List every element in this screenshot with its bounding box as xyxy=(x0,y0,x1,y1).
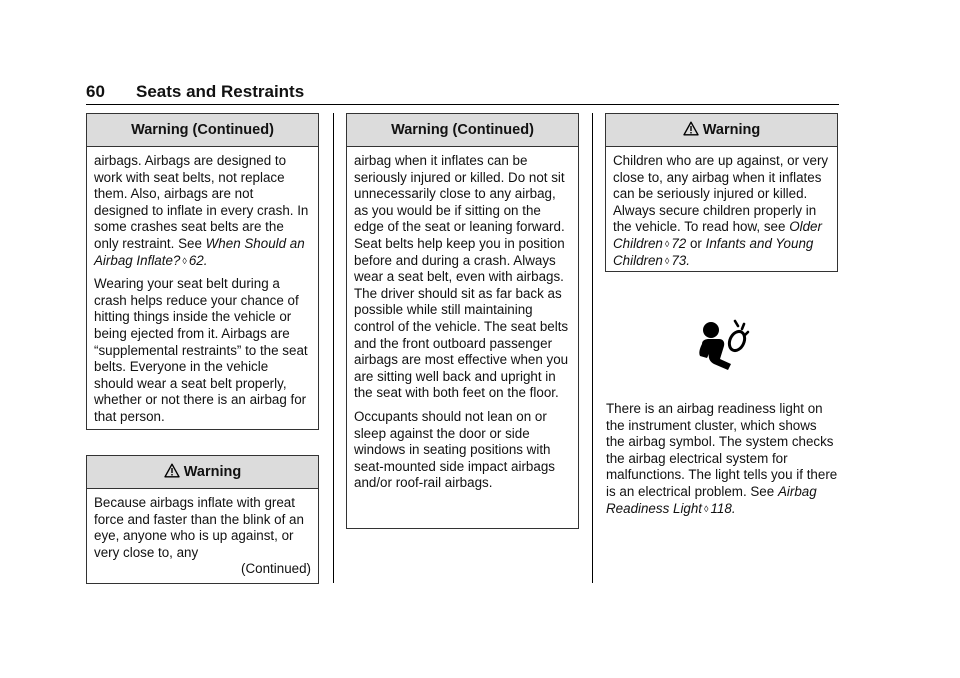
conjunction-text: or xyxy=(689,235,702,251)
warning-box-body xyxy=(606,147,837,269)
cross-reference-link[interactable]: Infants and Young Children ◊ 73. xyxy=(613,235,814,268)
warning-paragraph: airbag when it inflates can be seriously injured or killed. Do not sit unnecessarily close to any airbag, as you would be if sitting on the edge of the seat or leaning forward. Seat belts help keep you in position before and during a crash. Always wear a seat belt, even with airbags. The driver should sit as far back as possible while still maintaining control of the vehicle. The seat belts and the front outboard passenger airbags are most effective when you are sitting well back and upright in the seat with both feet on the floor. xyxy=(354,153,569,401)
airbag-readiness-icon xyxy=(694,318,750,374)
warning-box xyxy=(605,113,838,272)
column-divider xyxy=(333,113,334,583)
warning-box-body xyxy=(347,147,578,492)
page-reference-icon: ◊ xyxy=(182,255,187,266)
warning-triangle-icon xyxy=(164,463,180,482)
warning-box-body xyxy=(87,147,318,426)
page-reference-icon: ◊ xyxy=(664,238,670,249)
warning-paragraph xyxy=(94,153,311,269)
page-number: 60 xyxy=(86,82,105,101)
warning-box-title: Warning (Continued) xyxy=(347,114,578,147)
section-title: Seats and Restraints xyxy=(136,82,305,101)
cross-reference-link[interactable]: When Should an Airbag Inflate? ◊ 62. xyxy=(94,235,305,268)
warning-box xyxy=(86,455,319,584)
cross-reference-link[interactable]: Airbag Readiness Light ◊ 118. xyxy=(606,483,817,516)
warning-box-body xyxy=(87,489,318,578)
column-divider xyxy=(592,113,593,583)
warning-box-header xyxy=(87,456,318,489)
warning-triangle-icon xyxy=(683,121,699,140)
warning-text: Children who are up against, or very close to, any airbag when it inflates can be seriously injured or killed. Always secure children properly in the vehicle. To read how, see xyxy=(613,153,829,235)
warning-paragraph: Occupants should not lean on or sleep against the door or side windows in seating positions with seat-mounted side impact airbags and/or roof-rail airbags. xyxy=(354,408,555,491)
body-text: There is an airbag readiness light on the instrument cluster, which shows the airbag symbol. The system checks the airbag electrical system for malfunctions. The light tells you if there is an electrical problem. See xyxy=(606,401,838,499)
warning-paragraph: Wearing your seat belt during a crash helps reduce your chance of hitting things inside the vehicle or being ejected from it. Airbags are “supplemental restraints” to the seat belts. Everyone in the vehicle should wear a seat belt properly, whether or not there is an airbag for that person. xyxy=(94,276,308,424)
continued-label: (Continued) xyxy=(241,561,311,577)
cross-reference-link[interactable]: Older Children ◊ 72 xyxy=(613,219,822,251)
warning-box-header xyxy=(606,114,837,147)
page-reference-icon: ◊ xyxy=(704,503,709,514)
warning-text: airbags. Airbags are designed to work with seat belts, not replace them. Also, airbags are not designed to inflate in every crash. In some crashes seat belts are the only restraint. See xyxy=(94,153,309,251)
page-reference-icon: ◊ xyxy=(664,255,670,266)
warning-box-title: Warning xyxy=(183,464,242,480)
airbag-readiness-paragraph xyxy=(606,401,838,517)
warning-box-continued xyxy=(86,113,319,430)
page-header xyxy=(86,82,839,105)
warning-text: Because airbags inflate with great force and faster than the blink of an eye, anyone who is up against, or very close to, any xyxy=(94,495,304,560)
warning-box-title: Warning xyxy=(702,122,761,138)
warning-box-title: Warning (Continued) xyxy=(87,114,318,147)
warning-box-continued xyxy=(346,113,579,529)
